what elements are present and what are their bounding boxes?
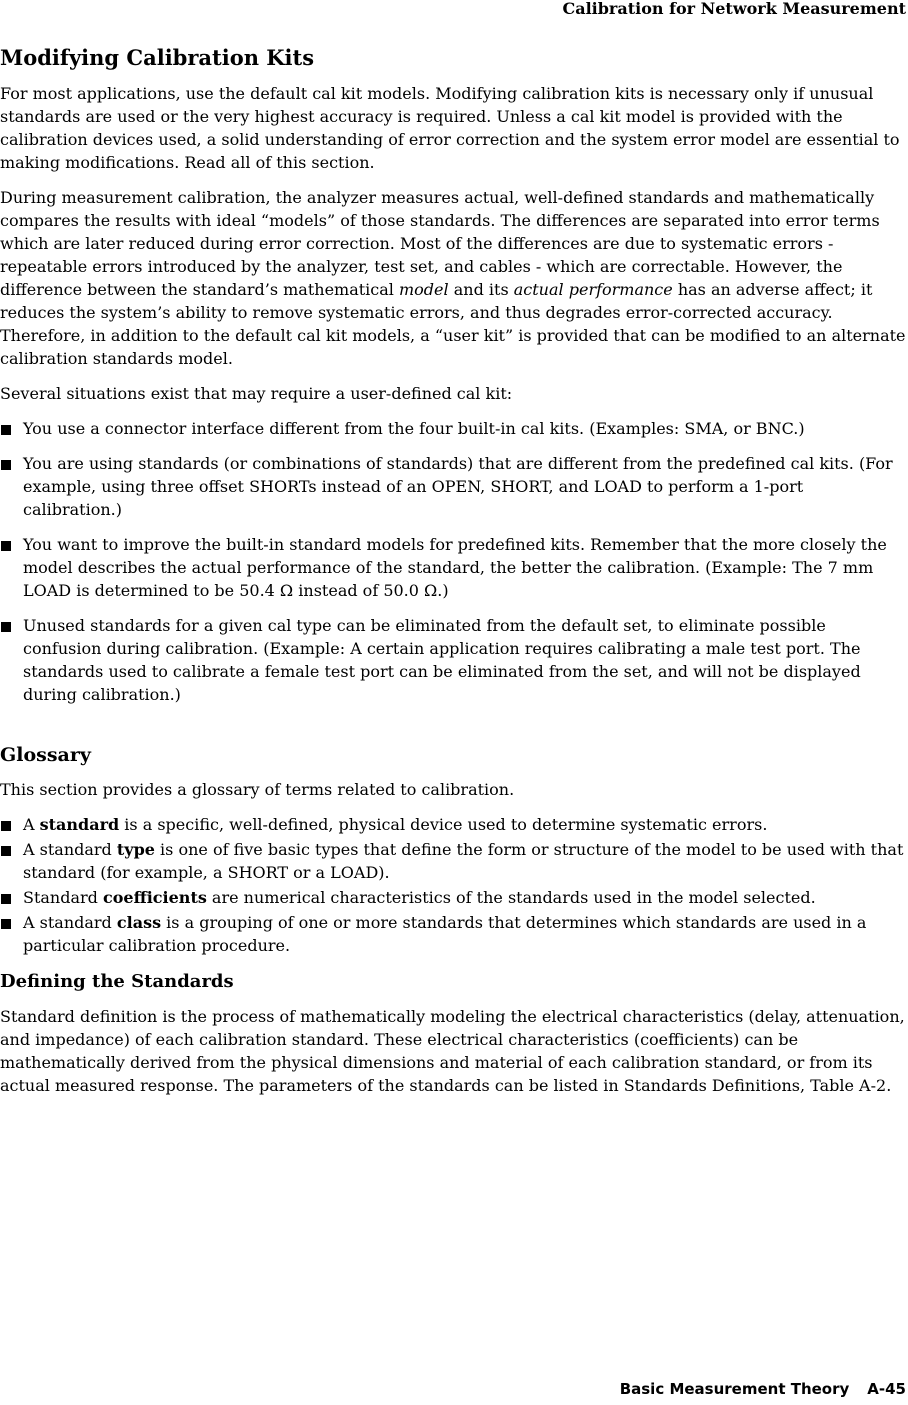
glossary-intro: This section provides a glossary of terms related to calibration. — [0, 780, 515, 799]
list-item: You want to improve the built-in standard models for predefined kits. Remember that the more closely the model describes the actual performance of the standard, the better the calibration. (Example: The 7 mm LOAD is determined to be 50.4 Ω instead of 50.0 Ω.) — [0, 533, 906, 602]
bullet-square-icon — [1, 622, 11, 632]
bullet-square-icon — [1, 919, 11, 929]
bullet-square-icon — [1, 821, 11, 831]
intro-paragraph: For most applications, use the default cal kit models. Modifying calibration kits is necessary only if unusual standards are used or the very highest accuracy is required. Unless a cal kit model is provided with the calibration devices used, a solid understanding of error correction and the system error model are essential to making modifications. Read all of this section. — [0, 84, 900, 172]
list-item: You are using standards (or combinations of standards) that are different from the predefined cal kits. (For example, using three offset SHORTs instead of an OPEN, SHORT, and LOAD to perform a 1-port calibration.) — [0, 452, 906, 521]
page-content — [0, 44, 906, 1109]
page-number: A-45 — [867, 1380, 906, 1398]
bullet-square-icon — [1, 846, 11, 856]
running-header: Calibration for Network Measurement — [562, 0, 906, 18]
model-emphasis: model — [399, 280, 449, 299]
para-text-a: During measurement calibration, the analyzer measures actual, well-defined standards and mathematically compares the results with ideal “models” of those standards. The differences are separated into error terms which are later reduced during error correction. Most of the differences are due to systematic errors - repeatable errors introduced by the analyzer, test set, and cables - which are correctable. However, the difference between the standard’s mathematical — [0, 188, 880, 299]
glossary-item-coefficients: Standard coefficients are numerical characteristics of the standards used in the model selected. — [0, 886, 906, 909]
glossary-item-class: A standard class is a grouping of one or more standards that determines which standards are used in a particular calibration procedure. — [0, 911, 906, 957]
page-footer — [620, 1380, 906, 1398]
bullet-square-icon — [1, 894, 11, 904]
glossary-item-standard: A standard is a specific, well-defined, physical device used to determine systematic errors. — [0, 813, 906, 836]
glossary-item-type: A standard type is one of five basic types that define the form or structure of the model to be used with that standard (for example, a SHORT or a LOAD). — [0, 838, 906, 884]
calibration-models-paragraph — [0, 186, 906, 370]
para-text-c: has an adverse affect; it reduces the system’s ability to remove systematic errors, and thus degrades error-corrected accuracy. Therefore, in addition to the default cal kit models, a “user kit” is provided that can be modified to an alternate calibration standards model. — [0, 280, 906, 368]
glossary-list — [0, 813, 906, 957]
actual-performance-emphasis: actual performance — [513, 280, 673, 299]
list-item: You use a connector interface different from the four built-in cal kits. (Examples: SMA, or BNC.) — [0, 417, 906, 440]
bullet-square-icon — [1, 425, 11, 435]
glossary-term: standard — [39, 815, 120, 834]
situations-lead: Several situations exist that may require a user-defined cal kit: — [0, 384, 513, 403]
glossary-term: type — [116, 840, 155, 859]
para-text-b: and its — [448, 280, 514, 299]
situations-list — [0, 417, 906, 706]
glossary-title: Glossary — [0, 744, 91, 766]
defining-standards-paragraph: Standard definition is the process of mathematically modeling the electrical characteristics (delay, attenuation, and impedance) of each calibration standard. These electrical characteristics (coefficients) can be mathematically derived from the physical dimensions and material of each calibration standard, or from its actual measured response. The parameters of the standards can be listed in Standards Definitions, Table A-2. — [0, 1007, 905, 1095]
footer-chapter: Basic Measurement Theory — [619, 1380, 850, 1398]
bullet-square-icon — [1, 541, 11, 551]
glossary-term: class — [116, 913, 162, 932]
defining-standards-title: Defining the Standards — [0, 971, 234, 992]
section-title: Modifying Calibration Kits — [0, 45, 315, 70]
bullet-square-icon — [1, 460, 11, 470]
list-item: Unused standards for a given cal type can be eliminated from the default set, to eliminate possible confusion during calibration. (Example: A certain application requires calibrating a male test port. The standards used to calibrate a female test port can be eliminated from the set, and will not be displayed during calibration.) — [0, 614, 906, 706]
glossary-term: coefficients — [103, 888, 207, 907]
